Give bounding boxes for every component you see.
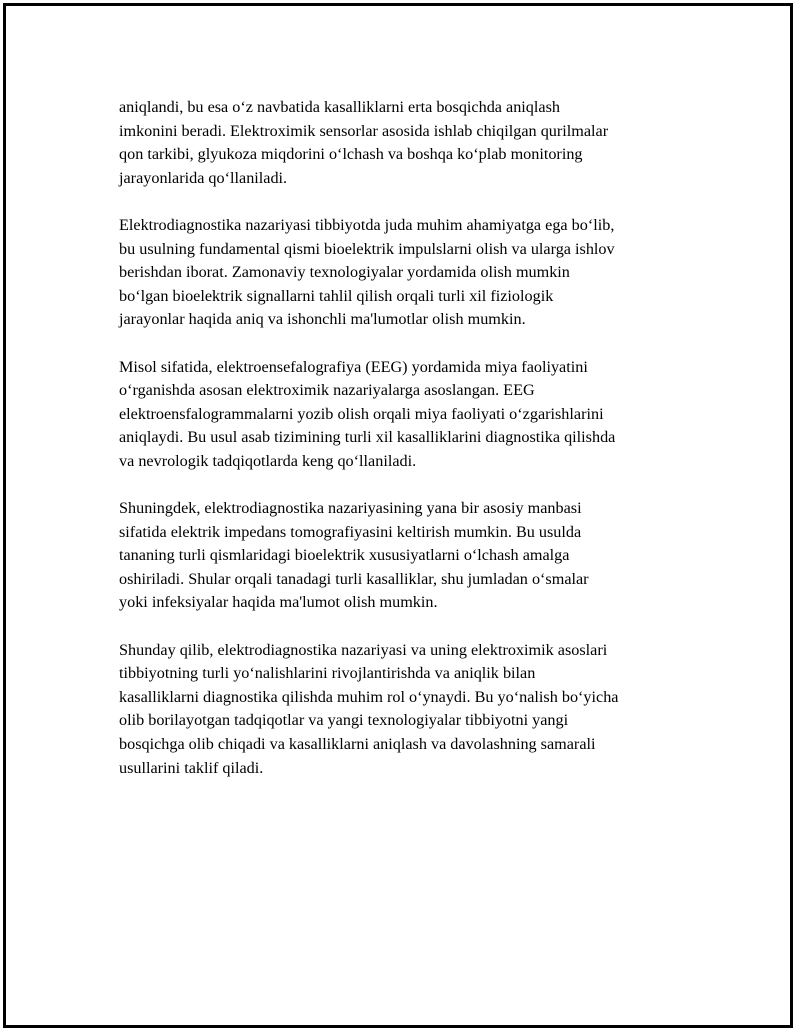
text-line: jarayonlarida qo‘llaniladi. [119,168,288,187]
text-line: elektroensfalogrammalarni yozib olish orqali miya faoliyati o‘zgarishlarini [119,404,604,423]
document-body [119,96,699,804]
paragraph-5 [119,639,699,781]
text-line: tananing turli qismlaridagi bioelektrik xususiyatlarni o‘lchash amalga [119,546,570,565]
paragraph-1 [119,96,699,190]
text-line: usullarini taklif qiladi. [119,758,264,777]
text-line: Elektrodiagnostika nazariyasi tibbiyotda juda muhim ahamiyatga ega bo‘lib, [119,215,615,234]
text-line: kasalliklarni diagnostika qilishda muhim rol o‘ynaydi. Bu yo‘nalish bo‘yicha [119,687,619,706]
text-line: bu usulning fundamental qismi bioelektrik impulslarni olish va ularga ishlov [119,239,615,258]
text-line: qon tarkibi, glyukoza miqdorini o‘lchash va boshqa ko‘plab monitoring [119,145,583,164]
text-line: yoki infeksiyalar haqida ma'lumot olish mumkin. [119,593,438,612]
text-line: berishdan iborat. Zamonaviy texnologiyalar yordamida olish mumkin [119,263,570,282]
text-line: olib borilayotgan tadqiqotlar va yangi texnologiyalar tibbiyotni yangi [119,711,569,730]
paragraph-2 [119,214,699,332]
text-line: aniqlandi, bu esa o‘z navbatida kasalliklarni erta bosqichda aniqlash [119,98,560,116]
page-frame [3,3,793,1028]
text-line: imkonini beradi. Elektroximik sensorlar asosida ishlab chiqilgan qurilmalar [119,121,609,140]
text-line: jarayonlar haqida aniq va ishonchli ma'lumotlar olish mumkin. [119,310,526,329]
paragraph-3 [119,356,699,474]
text-line: oshiriladi. Shular orqali tanadagi turli kasalliklar, shu jumladan o‘smalar [119,569,589,588]
text-line: sifatida elektrik impedans tomografiyasini keltirish mumkin. Bu usulda [119,522,582,541]
text-line: Shuningdek, elektrodiagnostika nazariyasining yana bir asosiy manbasi [119,499,582,518]
text-line: aniqlaydi. Bu usul asab tizimining turli xil kasalliklarini diagnostika qilishda [119,428,616,447]
text-line: Misol sifatida, elektroensefalografiya (EEG) yordamida miya faoliyatini [119,357,588,376]
text-line: bosqichga olib chiqadi va kasalliklarni aniqlash va davolashning samarali [119,735,596,754]
text-line: tibbiyotning turli yo‘nalishlarini rivojlantirishda va aniqlik bilan [119,664,536,683]
text-line: Shunday qilib, elektrodiagnostika nazariyasi va uning elektroximik asoslari [119,640,608,659]
text-line: bo‘lgan bioelektrik signallarni tahlil qilish orqali turli xil fiziologik [119,286,554,305]
text-line: va nevrologik tadqiqotlarda keng qo‘llaniladi. [119,451,417,470]
paragraph-4 [119,497,699,615]
text-line: o‘rganishda asosan elektroximik nazariyalarga asoslangan. EEG [119,381,535,400]
